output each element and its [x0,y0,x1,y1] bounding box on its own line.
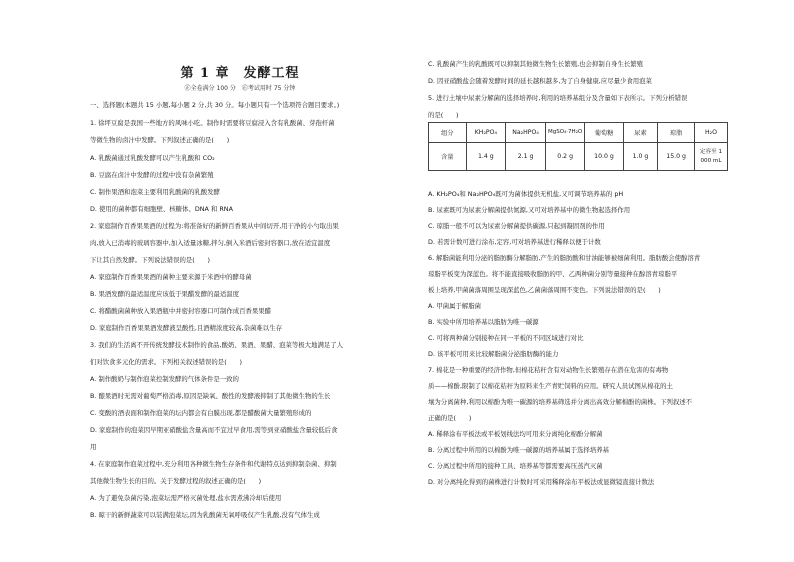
question-line: 2. 家庭制作百香果果酒的过程为:将准备好的新鲜百香果从中间切开,用干净的小勺取出果 [90,222,339,230]
question-line: 7. 棉花是一种重要的经济作物,但棉花秸秆含有对动物生长繁殖存在潜在危害的有毒物 [428,366,669,374]
table-header-cell: 葡萄糖 [585,123,624,143]
option-line: A. 乳酸菌通过乳酸发酵可以产生乳酸和 CO₂ [90,154,215,162]
question-line: 的是( ) [428,111,459,119]
question-line: 5. 进行土壤中尿素分解菌的选择培养时,利用的培养基组分及含量如下表所示。下列分析错误 [428,94,688,102]
table-header-cell: 尿素 [623,123,658,143]
exam-info: ㊣全卷满分 100 分 ㊣考试用时 75 分钟 [184,85,296,92]
table-header-cell: MgSO₄·7H₂O [546,123,585,143]
table-cell: 定容至 1 000 mL [694,143,727,171]
table-cell: 10.0 g [585,143,624,171]
option-line: C. 琼脂一般不可以为尿素分解菌提供碳源,只起到凝固剂的作用 [428,222,605,230]
question-line: 等微生物的卤汁中发酵。下列叙述正确的是( ) [90,136,230,144]
option-line: A. 家庭制作百香果果酒的菌种主要来源于米酒中的酵母菌 [90,273,252,281]
option-line: D. 家庭制作的泡菜因早期亚硝酸盐含量高而不宜过早食用,需等到亚硝酸盐含量较低后食 [90,426,338,434]
option-line: A. 稀释涂布平板法或平板划线法均可用来分离纯化棉酚分解菌 [428,430,603,438]
option-line: 用 [90,443,97,451]
table-header-cell: H₂O [694,123,727,143]
table-cell: 1.0 g [623,143,658,171]
question-line: 4. 在家庭制作泡菜过程中,充分利用各种微生物生存条件和代谢特点达到抑制杂菌、抑制 [90,460,337,468]
page-title: 第 1 章 发酵工程 [180,66,300,81]
option-line: D. 因亚硝酸盐会随着发酵时间的延长越积越多,为了自身健康,应尽量少食用泡菜 [428,77,652,85]
option-line: C. 乳酸菌产生的乳酸既可以抑制其他微生物生长繁殖,也会抑制自身生长繁殖 [428,60,644,68]
option-line: C. 可将两种菌分别接种在同一平板的不同区域进行对比 [428,334,584,342]
table-header-cell: 组分 [429,123,467,143]
option-line: A. 制作酸奶与制作泡菜控制发酵的气体条件是一致的 [90,375,239,383]
option-line: B. 尿素既可为尿素分解菌提供氮源,又可对培养基中的微生物起选择作用 [428,206,631,214]
question-line: 其他微生物生长的目的。关于发酵过程的叙述正确的是( ) [90,477,262,485]
option-line: B. 分离过程中所用的以棉酚为唯一碳源的培养基属于选择培养基 [428,446,609,454]
option-line: A. 甲菌属于解脂菌 [428,302,482,310]
option-line: B. 豆腐在卤汁中发酵的过程中没有杂菌繁殖 [90,171,214,179]
question-line: 3. 我们的生活离不开传统发酵技术制作的食品,酸奶、果酒、果醋、泡菜等极大地满足了人 [90,341,344,349]
option-line: D. 家庭制作百香果果酒发酵液呈酸性,且酒精浓度较高,杂菌难以生存 [90,324,282,332]
question-line: 板上培养,甲菌菌落周围呈现深蓝色,乙菌菌落周围不变色。下列说法错误的是( ) [428,286,661,294]
option-line: D. 若需计数可进行涂布,定容,可对培养基进行稀释以便于计数 [428,238,601,246]
option-line: B. 果酒发酵的最适温度应该低于果醋发酵的最适温度 [90,290,240,298]
option-line: D. 对分离纯化得到的菌株进行计数时可采用稀释涂布平板法或显微镜直接计数法 [428,478,655,486]
question-line: 肉,放入已消毒的玻璃容器中,加入适量冰糖,拌匀,倒入米酒后密封容器口,放在适宜温度 [90,239,331,247]
question-line: 质——棉酚,限制了以棉花秸秆为原料来生产青贮饲料的应用。研究人员试图从棉花的土 [428,382,673,390]
option-line: C. 分离过程中所用的接种工具、培养基等都需要高压蒸汽灭菌 [428,462,603,470]
option-line: A. 为了避免杂菌污染,泡菜坛需严格灭菌处理,盐水需煮沸冷却后使用 [90,494,282,502]
option-line: C. 变酸的酒表面和制作泡菜的坛内都会有白膜出现,都是醋酸菌大量繁殖形成的 [90,409,312,417]
option-line: B. 酿果酒时无需对葡萄严格消毒,原因是缺氧、酸性的发酵液抑制了其他微生物的生长 [90,392,331,400]
option-line: A. KH₂PO₄和 Na₂HPO₄既可为菌体提供无机盐,又可调节培养基的 pH [428,190,624,198]
table-cell: 0.2 g [546,143,585,171]
table-header-cell: KH₂PO₄ [466,123,505,143]
question-line: 们对饮食多元化的需求。下列相关叙述错误的是( ) [90,358,242,366]
table-cell: 15.0 g [658,143,695,171]
option-line: B. 实验中所用培养基以脂肪为唯一碳源 [428,318,539,326]
question-line: 6. 解脂菌能利用分泌的脂肪酶分解脂肪,产生的脂肪酸和甘油能够被细菌利用。脂肪酸会使醇溶青 [428,254,701,262]
table-cell: 1.4 g [466,143,505,171]
option-line: D. 该平板可用来比较解脂菌分泌脂肪酶的能力 [428,350,559,358]
option-line: C. 制作果酒和泡菜主要利用乳酸菌的乳酸发酵 [90,188,220,196]
table-row-label: 含量 [429,143,467,171]
table-header-cell: 琼脂 [658,123,695,143]
section-heading: 一、选择题(本题共 15 小题,每小题 2 分,共 30 分。每小题只有一个选项符合题目要求。) [90,101,340,109]
question-line: 壤为分离菌种,利用以棉酚为唯一碳源的培养基筛选并分离出高效分解棉酚的菌株。下列叙述不 [428,398,693,406]
table-header-cell: Na₂HPO₄ [506,123,546,143]
table-cell: 2.1 g [506,143,546,171]
medium-composition-table [428,122,728,171]
question-line: 下让其自然发酵。下列说法错误的是( ) [90,256,211,264]
option-line: D. 使用的菌种都有细胞壁、核糖体、DNA 和 RNA [90,205,233,213]
question-line: 正确的是( ) [428,414,472,422]
option-line: C. 将醋酸菌菌种放入果酒瓶中并密封容器口可制作成百香果果醋 [90,307,272,315]
option-line: B. 晾干的新鲜蔬菜可以装满泡菜坛,因为乳酸菌无氧呼吸仅产生乳酸,没有气体生成 [90,511,320,519]
question-line: 琼脂平板变为深蓝色。将不能直接吸收脂肪的甲、乙两种菌分别等量接种在醇溶青琼脂平 [428,270,678,278]
question-line: 1. 徐坪豆腐是我国一些地方的风味小吃。制作时需要将豆腐浸入含有乳酸菌、芽孢杆菌 [90,119,335,127]
